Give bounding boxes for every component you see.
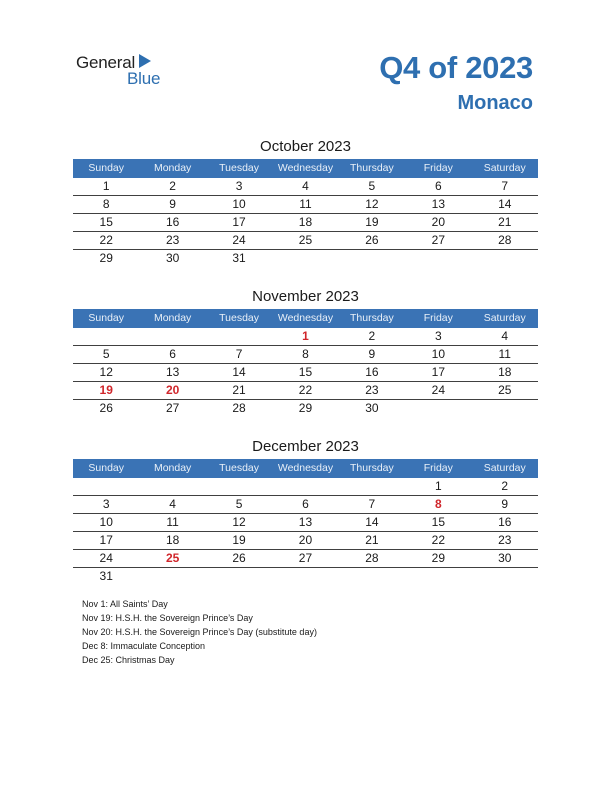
day-cell: 18 (298, 215, 313, 229)
day-cell: 23 (498, 533, 512, 547)
day-cell (339, 250, 405, 267)
week-row (73, 232, 538, 250)
day-cell: 5 (368, 179, 376, 193)
day-cell: 24 (99, 551, 113, 565)
weekday-label: Friday (423, 312, 453, 324)
day-cell: 20 (431, 215, 445, 229)
holiday-note: Dec 25: Christmas Day (82, 655, 175, 665)
day-cell: 9 (501, 497, 509, 511)
day-cell: 23 (365, 383, 379, 397)
weekday-label: Tuesday (219, 162, 259, 174)
weekday-label: Thursday (350, 462, 394, 474)
day-cell: 22 (298, 383, 313, 397)
day-cell (339, 568, 405, 585)
month-title: October 2023 (260, 138, 351, 155)
day-cell: 16 (165, 215, 180, 229)
day-cell: 29 (99, 251, 113, 265)
day-cell: 1 (102, 179, 110, 193)
day-cell: 24 (232, 233, 246, 247)
weekday-label: Monday (153, 462, 192, 474)
day-cell: 29 (431, 551, 445, 565)
day-cell (405, 400, 471, 417)
day-cell: 9 (169, 197, 176, 211)
day-cell: 7 (368, 497, 376, 511)
weekday-label: Wednesday (277, 162, 334, 174)
weekday-header (73, 159, 538, 178)
logo-blue-text: Blue (127, 69, 161, 88)
day-cell: 30 (365, 401, 379, 415)
month-title: December 2023 (252, 438, 359, 455)
day-cell: 15 (99, 215, 113, 229)
holiday-note: Dec 8: Immaculate Conception (82, 641, 206, 651)
day-cell: 1 (434, 479, 442, 493)
weekday-header (73, 309, 538, 328)
day-cell: 28 (365, 551, 379, 565)
weekday-header (73, 459, 538, 478)
day-cell: 25 (165, 551, 180, 565)
day-cell: 13 (431, 197, 445, 211)
day-cell: 17 (431, 365, 445, 379)
month-october (73, 136, 538, 267)
holiday-notes (82, 597, 317, 667)
holiday-note: Nov 20: H.S.H. the Sovereign Prince’s Day (substitute day) (82, 627, 317, 637)
day-cell: 22 (431, 533, 445, 547)
day-cell: 24 (431, 383, 445, 397)
day-cell: 13 (165, 365, 180, 379)
day-cell (472, 568, 538, 585)
day-cell (73, 328, 139, 345)
day-cell: 3 (235, 179, 243, 193)
day-cell: 12 (365, 197, 379, 211)
weekday-label: Thursday (350, 162, 394, 174)
day-cell: 19 (99, 383, 113, 397)
day-cell: 14 (232, 365, 246, 379)
weekday-label: Monday (153, 312, 192, 324)
weekday-label: Monday (153, 162, 192, 174)
weekday-label: Friday (423, 462, 453, 474)
week-row (73, 496, 538, 514)
week-row (73, 478, 538, 496)
week-row (73, 328, 538, 346)
weekday-label: Tuesday (219, 312, 259, 324)
day-cell: 5 (235, 497, 243, 511)
week-row (73, 514, 538, 532)
day-cell: 28 (498, 233, 512, 247)
week-row (73, 382, 538, 400)
weekday-label: Saturday (483, 462, 526, 474)
day-cell: 8 (302, 347, 309, 361)
week-row (73, 550, 538, 568)
day-cell: 11 (299, 197, 312, 211)
weekday-label: Thursday (350, 312, 394, 324)
day-cell (339, 478, 405, 495)
day-cell: 2 (169, 179, 176, 193)
day-cell: 10 (99, 515, 113, 529)
day-cell: 6 (434, 179, 442, 193)
day-cell: 4 (501, 329, 509, 343)
day-cell: 26 (232, 551, 246, 565)
month-november (73, 286, 538, 417)
week-row (73, 178, 538, 196)
weekday-label: Sunday (88, 162, 125, 174)
logo (76, 52, 186, 88)
week-row (73, 568, 538, 585)
weekday-label: Wednesday (277, 462, 334, 474)
day-cell: 18 (498, 365, 512, 379)
day-cell (405, 568, 471, 585)
day-cell: 17 (232, 215, 246, 229)
day-cell: 2 (368, 329, 376, 343)
weekday-label: Saturday (483, 312, 526, 324)
day-cell (272, 568, 338, 585)
day-cell (206, 478, 272, 495)
day-cell: 4 (302, 179, 309, 193)
day-cell: 14 (498, 197, 512, 211)
month-title: November 2023 (252, 288, 359, 305)
day-cell (73, 478, 139, 495)
day-cell: 11 (166, 515, 179, 529)
week-row (73, 346, 538, 364)
week-row (73, 250, 538, 267)
logo-flag-icon (139, 54, 151, 68)
day-cell: 22 (99, 233, 113, 247)
day-cell: 31 (99, 569, 113, 583)
day-cell (139, 328, 205, 345)
weekday-label: Sunday (88, 462, 125, 474)
day-cell: 19 (232, 533, 246, 547)
month-december (73, 436, 538, 585)
day-cell (272, 250, 338, 267)
day-cell (206, 568, 272, 585)
day-cell: 2 (501, 479, 509, 493)
day-cell: 21 (365, 533, 379, 547)
day-cell: 15 (431, 515, 445, 529)
day-cell: 23 (165, 233, 180, 247)
weekday-label: Sunday (88, 312, 125, 324)
day-cell: 19 (365, 215, 379, 229)
day-cell: 16 (498, 515, 512, 529)
weekday-label: Saturday (483, 162, 526, 174)
day-cell: 9 (368, 347, 376, 361)
day-cell: 10 (232, 197, 246, 211)
day-cell: 27 (298, 551, 313, 565)
day-cell: 12 (99, 365, 113, 379)
week-row (73, 400, 538, 417)
day-cell: 4 (169, 497, 176, 511)
day-cell: 29 (298, 401, 313, 415)
day-cell: 11 (498, 347, 511, 361)
day-cell (405, 250, 471, 267)
day-cell: 5 (102, 347, 110, 361)
day-cell (272, 478, 338, 495)
day-cell: 18 (165, 533, 180, 547)
day-cell (206, 328, 272, 345)
day-cell (139, 568, 205, 585)
day-cell: 30 (165, 251, 180, 265)
day-cell: 1 (302, 329, 309, 343)
country-subtitle: Monaco (457, 92, 533, 114)
day-cell: 7 (501, 179, 509, 193)
day-cell: 28 (232, 401, 246, 415)
day-cell: 25 (298, 233, 313, 247)
holiday-note: Nov 1: All Saints’ Day (82, 599, 168, 609)
day-cell: 6 (169, 347, 176, 361)
day-cell: 26 (365, 233, 379, 247)
weekday-label: Friday (423, 162, 453, 174)
day-cell: 21 (232, 383, 246, 397)
holiday-note: Nov 19: H.S.H. the Sovereign Prince’s Day (82, 613, 253, 623)
day-cell: 31 (232, 251, 246, 265)
day-cell: 26 (99, 401, 113, 415)
day-cell: 13 (298, 515, 313, 529)
day-cell (139, 478, 205, 495)
day-cell: 8 (102, 197, 110, 211)
day-cell: 6 (302, 497, 309, 511)
week-row (73, 214, 538, 232)
day-cell: 15 (298, 365, 313, 379)
day-cell: 30 (498, 551, 512, 565)
day-cell: 14 (365, 515, 379, 529)
day-cell: 27 (431, 233, 445, 247)
day-cell: 20 (298, 533, 313, 547)
weekday-label: Wednesday (277, 312, 334, 324)
week-row (73, 196, 538, 214)
day-cell: 10 (431, 347, 445, 361)
day-cell (472, 250, 538, 267)
day-cell: 20 (165, 383, 180, 397)
day-cell: 25 (498, 383, 512, 397)
page-title: Q4 of 2023 (379, 50, 533, 85)
day-cell: 16 (365, 365, 379, 379)
weekday-label: Tuesday (219, 462, 259, 474)
day-cell: 17 (99, 533, 113, 547)
day-cell (472, 400, 538, 417)
day-cell: 27 (165, 401, 180, 415)
logo-general-text: General (76, 53, 136, 72)
day-cell: 7 (235, 347, 243, 361)
day-cell: 21 (498, 215, 512, 229)
week-row (73, 364, 538, 382)
day-cell: 12 (232, 515, 246, 529)
day-cell: 3 (434, 329, 442, 343)
day-cell: 8 (434, 497, 442, 511)
week-row (73, 532, 538, 550)
day-cell: 3 (102, 497, 110, 511)
